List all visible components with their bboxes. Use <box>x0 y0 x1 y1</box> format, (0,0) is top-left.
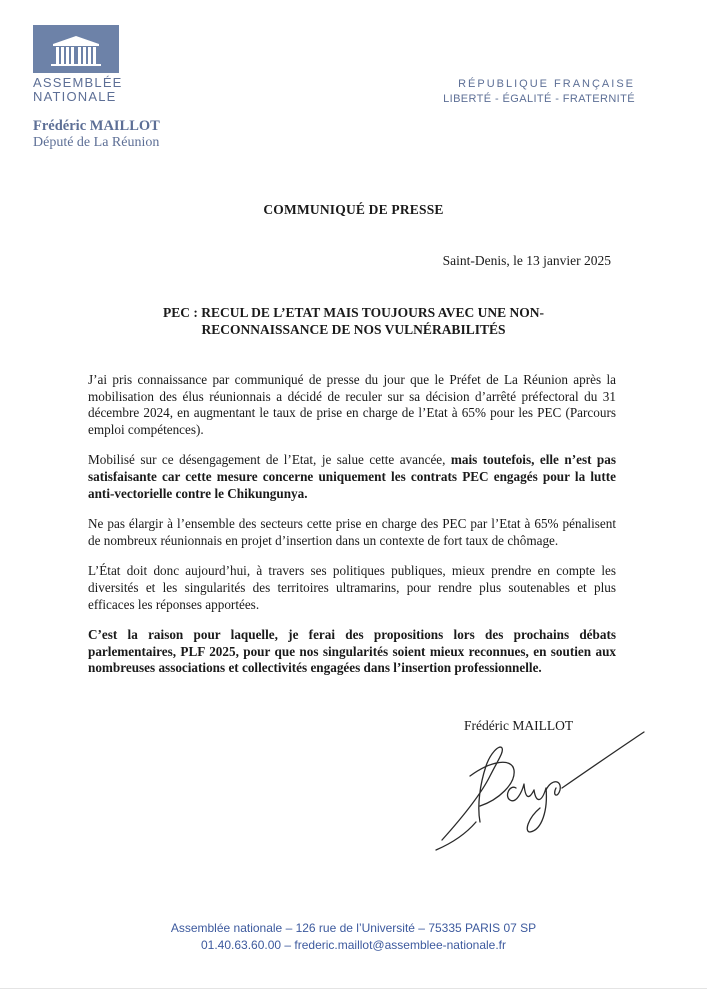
assemblee-logo <box>33 25 119 73</box>
page-bottom-divider <box>0 988 707 989</box>
republic-motto: LIBERTÉ - ÉGALITÉ - FRATERNITÉ <box>443 93 635 105</box>
palais-bourbon-icon <box>33 25 119 73</box>
signatory-name: Frédéric MAILLOT <box>464 718 574 733</box>
republic-name: RÉPUBLIQUE FRANÇAISE <box>458 78 635 90</box>
place-date: Saint-Denis, le 13 janvier 2025 <box>442 253 611 268</box>
footer-contact: 01.40.63.60.00 – frederic.maillot@assemblee-nationale.fr <box>200 938 507 952</box>
document-title <box>120 304 587 338</box>
paragraph-bold-text: C’est la raison pour laquelle, je ferai des propositions lors des prochains débats parlementaires, PLF 2025, pour que nos singularités soient mieux reconnues, en soutien aux nombreuses associations et collectivités engagées dans l’insertion professionnelle. <box>88 627 616 676</box>
press-release-heading: COMMUNIQUÉ DE PRESSE <box>263 202 444 217</box>
document-body <box>88 372 616 691</box>
footer-address: Assemblée nationale – 126 rue de l’Université – 75335 PARIS 07 SP <box>170 921 537 935</box>
handwritten-signature <box>430 718 650 863</box>
deputy-title: Député de La Réunion <box>33 135 160 150</box>
paragraph-bold-text: mais toutefois, elle n’est pas satisfaisante car cette mesure concerne uniquement les contrats PEC engagés pour la lutte anti-vectorielle contre le Chikungunya. <box>88 452 616 501</box>
paragraph-2 <box>88 452 616 502</box>
paragraph-text: L’État doit donc aujourd’hui, à travers ses politiques publiques, mieux prendre en compte les diversités et les singularités des territoires ultramarins, pour rendre plus soutenables et plus efficaces les réponses apportées. <box>88 563 616 612</box>
logo-line-1: ASSEMBLÉE <box>33 75 123 90</box>
paragraph-3 <box>88 516 616 549</box>
paragraph-text: Ne pas élargir à l’ensemble des secteurs cette prise en charge des PEC par l’Etat à 65% pénalisent de nombreux réunionnais en projet d’insertion dans un contexte de fort taux de chômage. <box>88 516 616 548</box>
deputy-name: Frédéric MAILLOT <box>33 118 160 134</box>
title-line-2: RECONNAISSANCE DE NOS VULNÉRABILITÉS <box>201 322 506 337</box>
paragraph-5 <box>88 627 616 677</box>
assemblee-wordmark <box>33 76 133 104</box>
paragraph-text: Mobilisé sur ce désengagement de l’Etat, je salue cette avancée, <box>88 452 451 468</box>
logo-line-2: NATIONALE <box>33 89 117 104</box>
paragraph-4 <box>88 563 616 613</box>
paragraph-text: J’ai pris connaissance par communiqué de presse du jour que le Préfet de La Réunion après la mobilisation des élus réunionnais a décidé de reculer sur sa décision d’arrêté préfectoral du 31 décembre 2024, en augmentant le taux de prise en charge de l’Etat à 65% pour les PEC (Parcours emploi compétences). <box>88 372 616 437</box>
republic-header <box>443 78 635 105</box>
paragraph-1 <box>88 372 616 438</box>
title-line-1: PEC : RECUL DE L’ETAT MAIS TOUJOURS AVEC UNE NON- <box>163 305 544 320</box>
footer <box>0 920 707 954</box>
